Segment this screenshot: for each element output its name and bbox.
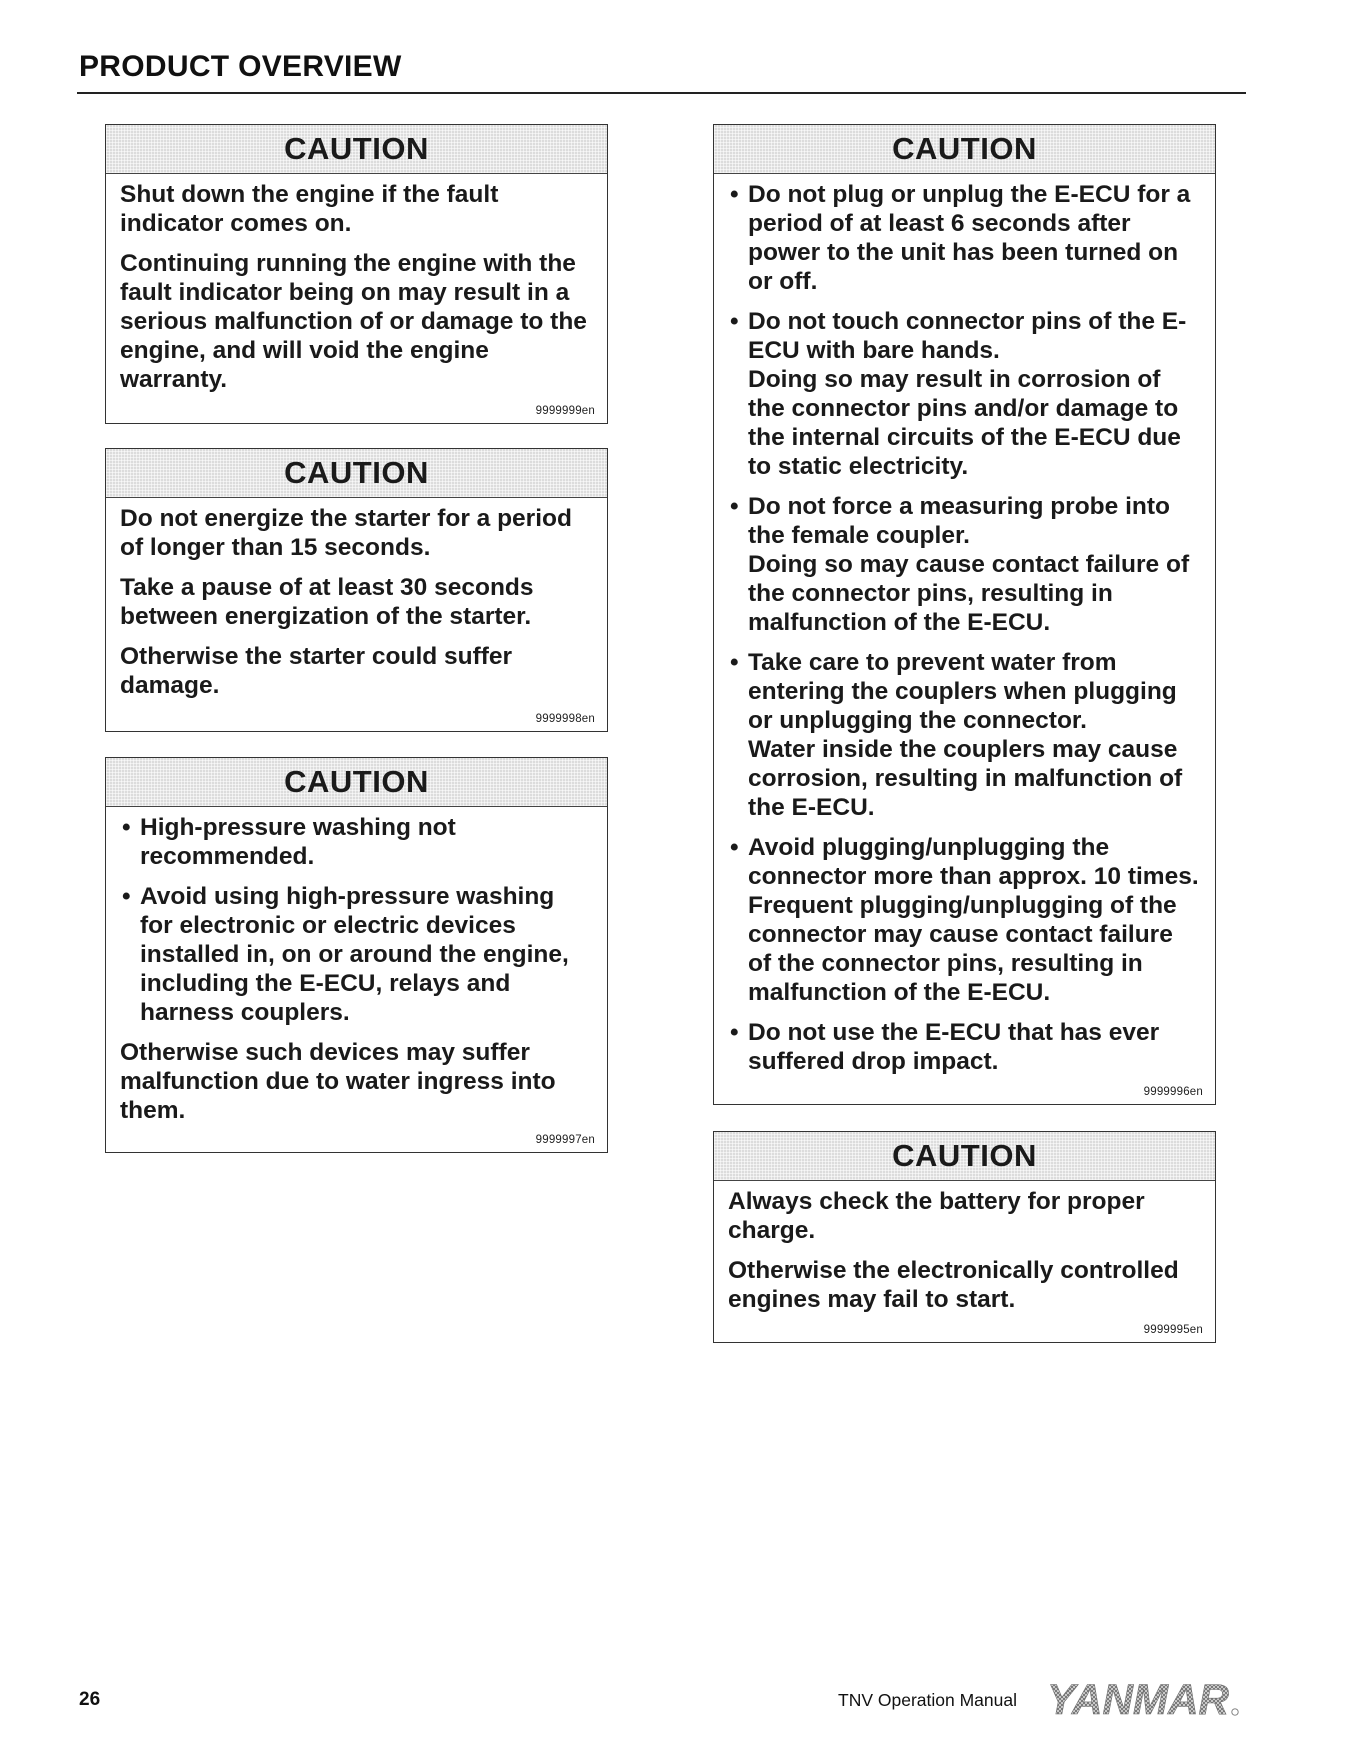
bullet-text: Do not plug or unplug the E-ECU for a period of at least 6 seconds after power to the unit has been turned on or off. [748,181,1191,295]
bullet-note: Water inside the couplers may cause corrosion, resulting in malfunction of the E-ECU. [748,736,1183,821]
bullet-note: Doing so may result in corrosion of the connector pins and/or damage to the internal circuits of the E-ECU due to static electricity. [748,366,1181,480]
yanmar-logo [1045,1678,1240,1720]
reference-code: 9999996en [1143,1086,1203,1098]
caution-heading: CAUTION [714,1132,1215,1181]
bullet-text: Avoid plugging/unplugging the connector more than approx. 10 times. [748,834,1199,890]
bullet-item [728,307,1199,481]
caution-box-e-ecu [713,124,1216,1105]
caution-text: Shut down the engine if the fault indicator comes on. [120,181,499,237]
caution-text: Otherwise the starter could suffer damage. [120,643,513,699]
bullet-text: Do not touch connector pins of the E-ECU with bare hands. [748,308,1187,364]
bullet-list [120,813,591,1027]
caution-text: Take a pause of at least 30 seconds between energization of the starter. [120,574,534,630]
caution-body [106,807,607,1125]
caution-text: Do not energize the starter for a period of longer than 15 seconds. [120,505,572,561]
page-title: PRODUCT OVERVIEW [79,50,402,83]
caution-text: Otherwise the electronically controlled engines may fail to start. [728,1257,1179,1313]
bullet-item [728,492,1199,637]
caution-body [714,1181,1215,1314]
bullet-item: • High-pressure washing not recommended. [120,813,591,871]
title-divider [77,92,1246,94]
caution-text: Otherwise such devices may suffer malfunction due to water ingress into them. [120,1039,556,1124]
bullet-item: • Avoid using high-pressure washing for electronic or electric devices installed in, on or around the engine, including the E-ECU, relays and harness couplers. [120,882,591,1027]
caution-heading: CAUTION [106,758,607,807]
caution-body [106,498,607,700]
caution-body [714,174,1215,1076]
bullet-note: Frequent plugging/unplugging of the connector may cause contact failure of the connector pins, resulting in malfunction of the E-ECU. [748,892,1177,1006]
page-number: 26 [79,1689,101,1710]
reference-code: 9999995en [1143,1324,1203,1336]
logo-wordmark: YANMAR [1047,1678,1229,1720]
reference-code: 9999997en [535,1134,595,1146]
caution-heading: CAUTION [106,449,607,498]
reference-code: 9999998en [535,713,595,725]
bullet-item [728,1018,1199,1076]
bullet-item [728,180,1199,296]
caution-heading: CAUTION [106,125,607,174]
caution-box-fault-indicator [105,124,608,424]
bullet-item [728,648,1199,822]
caution-box-battery [713,1131,1216,1343]
bullet-text: Take care to prevent water from entering the couplers when plugging or unplugging the connector. [748,649,1177,734]
bullet-text: Do not force a measuring probe into the female coupler. [748,493,1170,549]
caution-box-starter [105,448,608,732]
caution-body [106,174,607,394]
bullet-list [728,180,1199,1076]
bullet-note: Doing so may cause contact failure of the connector pins, resulting in malfunction of the E-ECU. [748,551,1190,636]
manual-title: TNV Operation Manual [838,1690,1017,1710]
caution-text: Continuing running the engine with the fault indicator being on may result in a serious malfunction of or damage to the engine, and will void the engine warranty. [120,250,587,393]
caution-heading: CAUTION [714,125,1215,174]
caution-box-washing [105,757,608,1153]
bullet-item [728,833,1199,1007]
caution-text: Always check the battery for proper charge. [728,1188,1145,1244]
reference-code: 9999999en [535,405,595,417]
bullet-text: Do not use the E-ECU that has ever suffered drop impact. [748,1019,1160,1075]
